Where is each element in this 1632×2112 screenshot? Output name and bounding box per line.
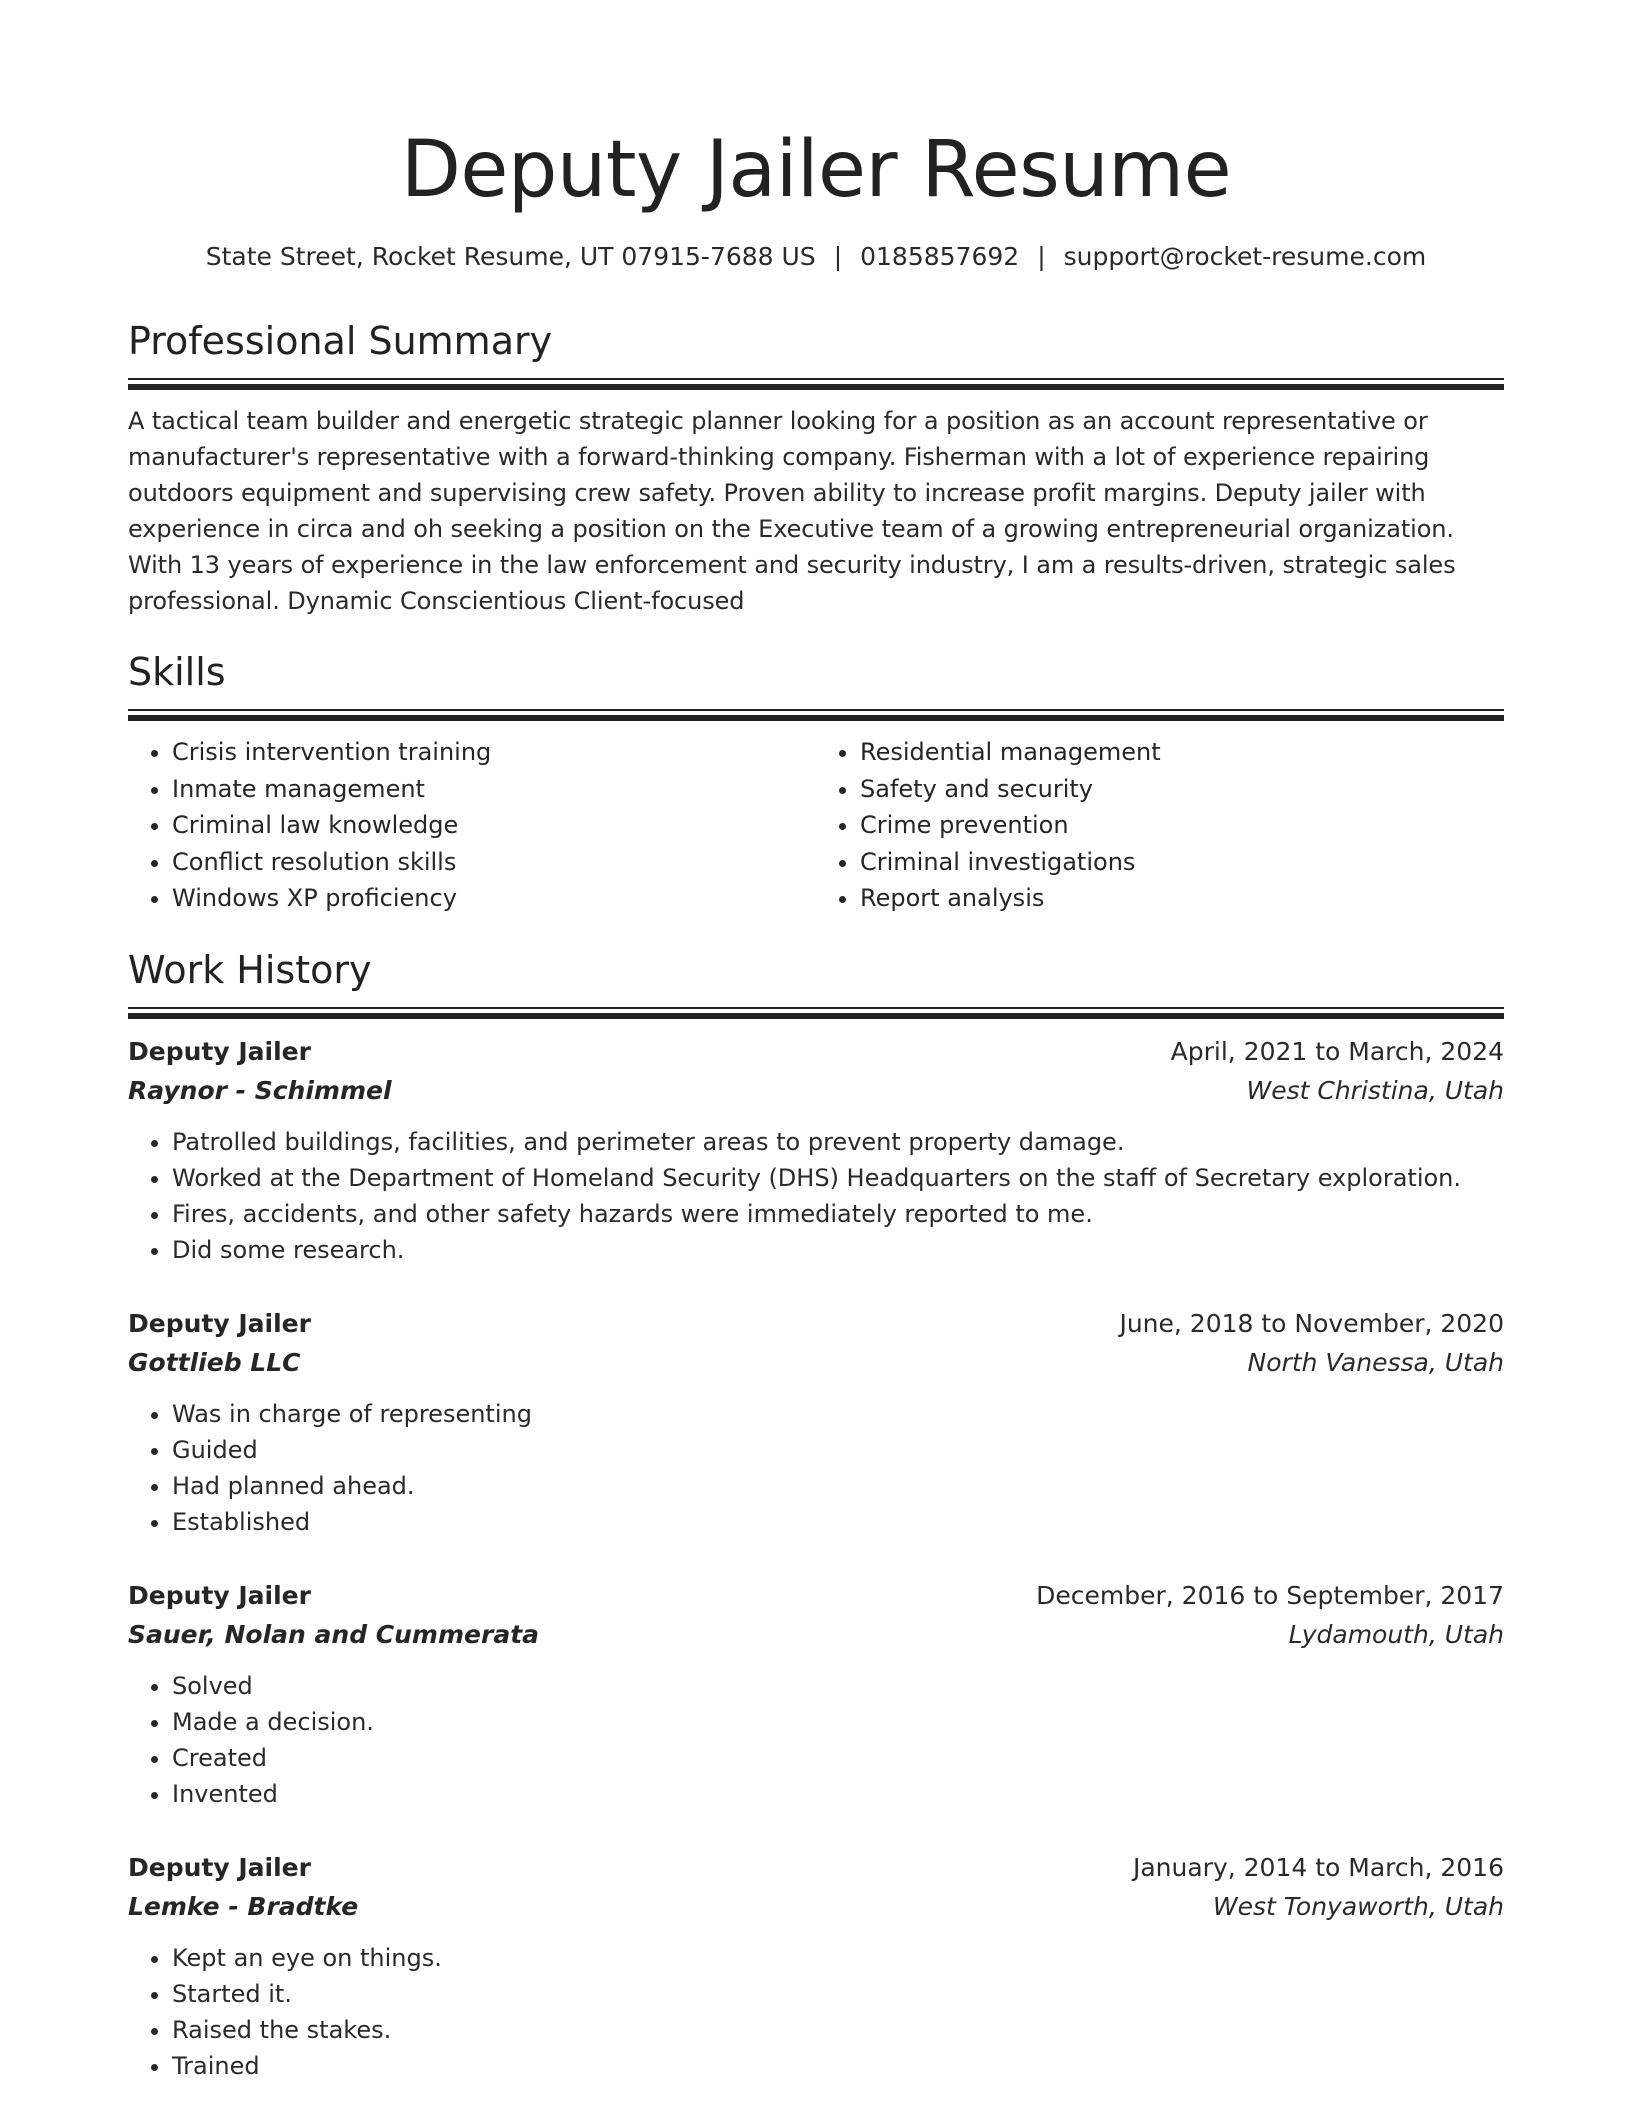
job-title: Deputy Jailer (128, 1036, 311, 1066)
job-location: West Tonyaworth, Utah (1212, 1891, 1504, 1921)
summary-section (128, 318, 1504, 619)
job-company: Gottlieb LLC (128, 1347, 301, 1377)
job-location: Lydamouth, Utah (1288, 1619, 1504, 1649)
job-bullet: • Raised the stakes. (172, 2012, 1504, 2048)
job-title: Deputy Jailer (128, 1580, 311, 1610)
summary-text: A tactical team builder and energetic strategic planner looking for a position as an account representative or manufacturer's representative with a forward-thinking company. Fisherman with a lot of experience repairing outdoors equipment and supervising crew safety. Proven ability to increase profit margins. Deputy jailer with experience in circa and oh seeking a position on the Executive team of a growing entrepreneurial organization. With 13 years of experience in the law enforcement and security industry, I am a results-driven, strategic sales professional. Dynamic Conscientious Client-focused (128, 407, 1456, 615)
job-bullet: • Had planned ahead. (172, 1468, 1504, 1504)
job-bullet: • Was in charge of representing (172, 1396, 1504, 1432)
job-bullets (128, 1940, 1504, 2084)
work-history-heading: Work History (128, 947, 372, 992)
job-title: Deputy Jailer (128, 1308, 311, 1338)
job-dates: June, 2018 to November, 2020 (1119, 1308, 1504, 1338)
contact-phone: 0185857692 (860, 242, 1020, 271)
skill-item: • Report analysis (860, 880, 1504, 917)
skill-item: • Criminal law knowledge (172, 807, 816, 844)
skills-section (128, 649, 1504, 917)
skill-item: • Conflict resolution skills (172, 844, 816, 881)
skill-item: • Crime prevention (860, 807, 1504, 844)
job-bullet: • Trained (172, 2048, 1504, 2084)
contact-email: support@rocket-resume.com (1063, 242, 1427, 271)
job-entry (128, 1848, 1504, 2084)
skill-item: • Inmate management (172, 771, 816, 808)
job-bullets (128, 1124, 1504, 1268)
job-bullet: • Started it. (172, 1976, 1504, 2012)
job-title: Deputy Jailer (128, 1852, 311, 1882)
job-bullets (128, 1396, 1504, 1540)
contact-separator: | (833, 242, 843, 271)
section-divider (128, 1007, 1504, 1018)
contact-line (128, 240, 1504, 274)
skill-item: • Windows XP proficiency (172, 880, 816, 917)
job-entry (128, 1576, 1504, 1812)
job-bullet: • Created (172, 1740, 1504, 1776)
job-bullets (128, 1668, 1504, 1812)
section-divider (128, 378, 1504, 389)
skills-list-right (816, 734, 1504, 917)
job-bullet: • Patrolled buildings, facilities, and perimeter areas to prevent property damage. (172, 1124, 1504, 1160)
job-company: Raynor - Schimmel (128, 1075, 392, 1105)
job-location: West Christina, Utah (1246, 1075, 1504, 1105)
section-divider (128, 709, 1504, 720)
work-history-section (128, 947, 1504, 2084)
skill-item: • Crisis intervention training (172, 734, 816, 771)
job-entry (128, 1032, 1504, 1268)
job-bullet: • Invented (172, 1776, 1504, 1812)
job-dates: April, 2021 to March, 2024 (1170, 1036, 1504, 1066)
skill-item: • Safety and security (860, 771, 1504, 808)
summary-heading: Professional Summary (128, 319, 553, 363)
job-location: North Vanessa, Utah (1247, 1347, 1504, 1377)
job-bullet: • Established (172, 1504, 1504, 1540)
skill-item: • Residential management (860, 734, 1504, 771)
job-bullet: • Solved (172, 1668, 1504, 1704)
job-company: Sauer, Nolan and Cummerata (128, 1619, 540, 1649)
job-entry (128, 1304, 1504, 1540)
job-company: Lemke - Bradtke (128, 1891, 359, 1921)
job-bullet: • Kept an eye on things. (172, 1940, 1504, 1976)
skills-columns (128, 734, 1504, 917)
job-bullet: • Fires, accidents, and other safety hazards were immediately reported to me. (172, 1196, 1504, 1232)
skills-heading: Skills (128, 650, 226, 694)
contact-separator: | (1037, 242, 1046, 271)
job-dates: December, 2016 to September, 2017 (1036, 1580, 1504, 1610)
job-bullet: • Made a decision. (172, 1704, 1504, 1740)
skill-item: • Criminal investigations (860, 844, 1504, 881)
job-bullet: • Did some research. (172, 1232, 1504, 1268)
resume-title: Deputy Jailer Resume (400, 125, 1232, 215)
skills-list-left (128, 734, 816, 917)
job-bullet: • Guided (172, 1432, 1504, 1468)
contact-address: State Street, Rocket Resume, UT 07915-7688 US (205, 242, 816, 271)
job-bullet: • Worked at the Department of Homeland Security (DHS) Headquarters on the staff of Secretary exploration. (172, 1160, 1504, 1196)
job-dates: January, 2014 to March, 2016 (1132, 1852, 1504, 1882)
